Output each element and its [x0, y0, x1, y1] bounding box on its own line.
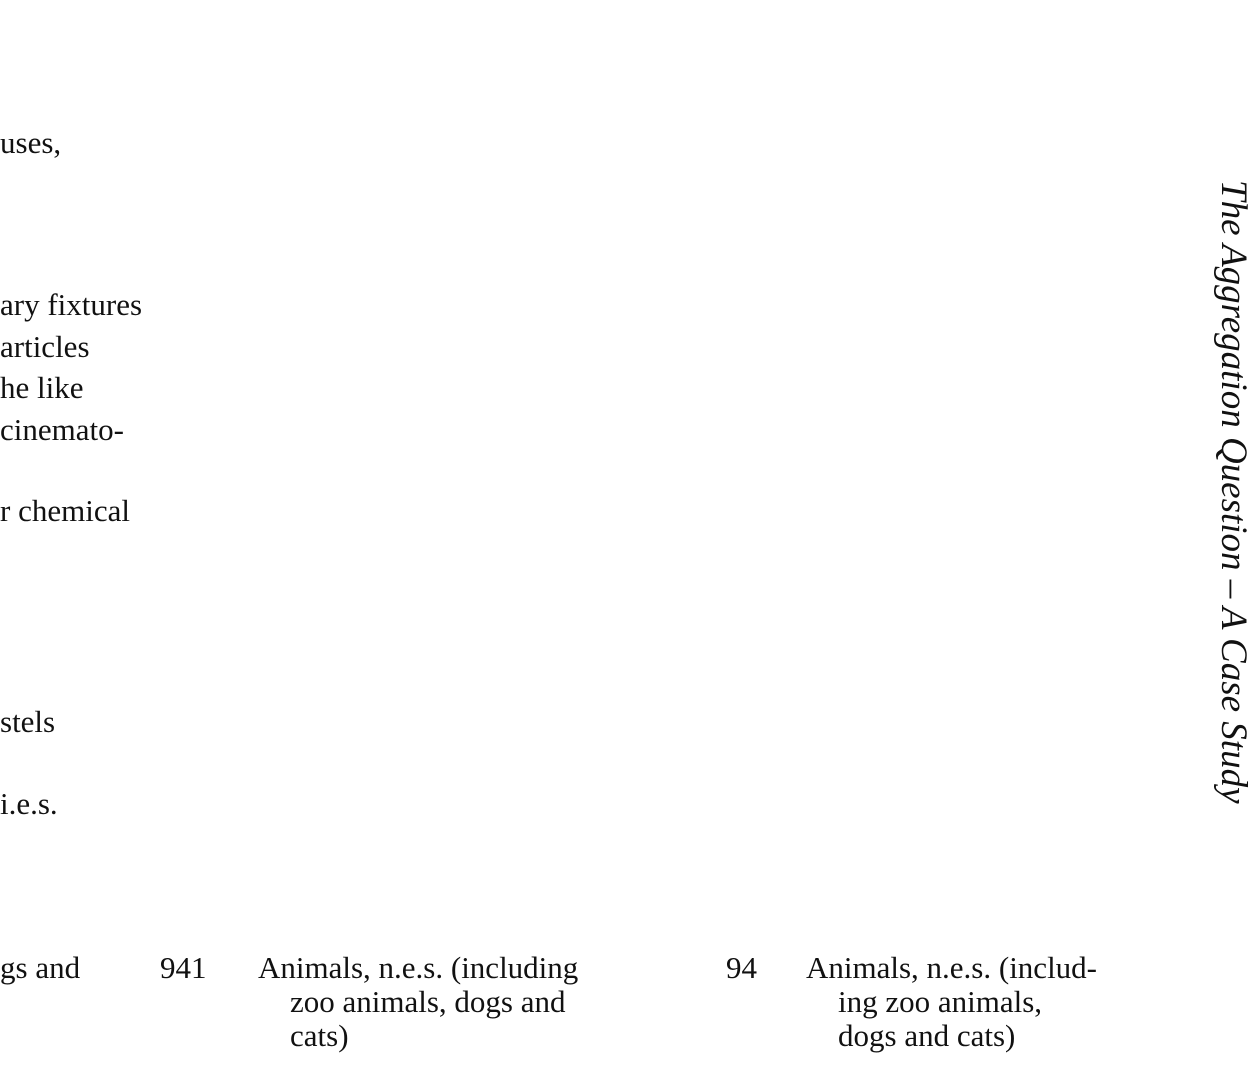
description-3digit-line-3: cats) — [290, 1018, 349, 1053]
code-3digit: 941 — [160, 950, 207, 985]
left-fragment-articles: articles — [0, 329, 90, 364]
running-head-text: The Aggregation Question – A Case Study — [1213, 180, 1254, 804]
left-fragment-nes: i.e.s. — [0, 786, 58, 821]
description-2digit-line-1: Animals, n.e.s. (includ- — [806, 950, 1098, 985]
description-2digit — [806, 951, 1097, 1053]
description-2digit-line-3: dogs and cats) — [838, 1018, 1016, 1053]
left-fragment-gs-and: gs and — [0, 950, 81, 985]
left-fragment-cinemato: cinemato- — [0, 412, 124, 447]
left-fragment-chemical: r chemical — [0, 493, 130, 528]
description-3digit-line-1: Animals, n.e.s. (including — [258, 950, 579, 985]
left-fragment-stels: stels — [0, 704, 56, 739]
description-3digit — [258, 951, 578, 1053]
description-3digit-line-2: zoo animals, dogs and — [290, 984, 566, 1019]
left-fragment-fixtures: ary fixtures — [0, 287, 143, 322]
description-2digit-line-2: ing zoo animals, — [838, 984, 1043, 1019]
code-2digit: 94 — [726, 950, 757, 985]
left-fragment-like: he like — [0, 370, 84, 405]
running-head — [1205, 180, 1257, 970]
left-fragment-uses: uses, — [0, 125, 62, 160]
